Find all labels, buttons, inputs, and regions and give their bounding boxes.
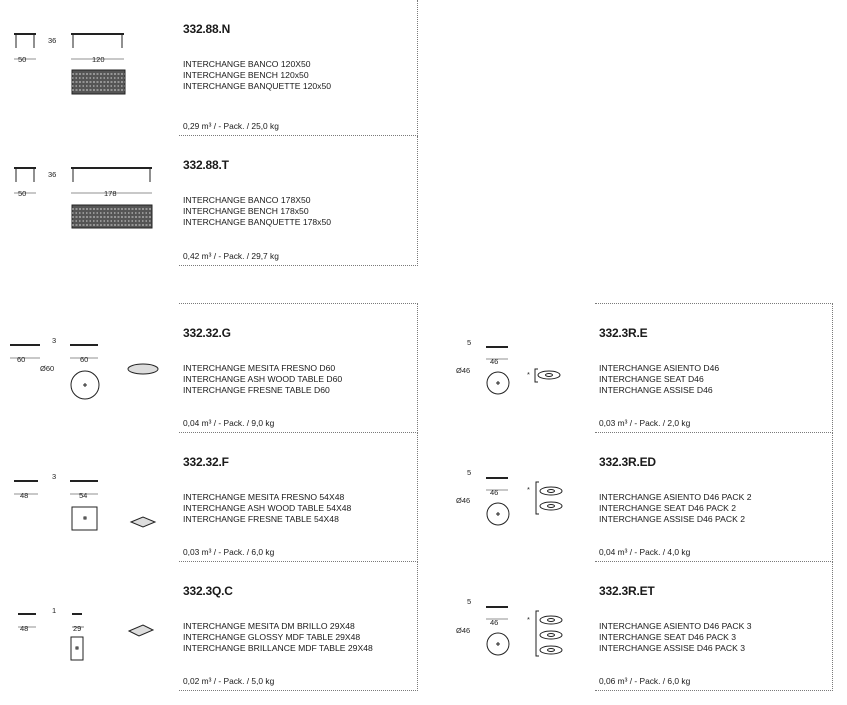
name-en: INTERCHANGE SEAT D46 xyxy=(599,374,704,385)
name-fr: INTERCHANGE FRESNE TABLE D60 xyxy=(183,385,330,396)
product-names xyxy=(183,621,373,655)
name-fr: INTERCHANGE ASSISE D46 PACK 3 xyxy=(599,643,745,654)
name-es: INTERCHANGE BANCO 120X50 xyxy=(183,59,311,69)
table-54x48-height: 3 xyxy=(52,472,57,481)
product-card-332-3r-ed xyxy=(595,433,833,562)
name-en: INTERCHANGE SEAT D46 PACK 3 xyxy=(599,632,737,643)
seat-d46-pack2-drawing xyxy=(486,478,562,525)
bench-178-width: 178 xyxy=(104,189,117,198)
name-es: INTERCHANGE MESITA FRESNO 54X48 xyxy=(183,492,345,502)
name-en: INTERCHANGE SEAT D46 PACK 2 xyxy=(599,503,737,514)
seat-d46-diameter: Ø46 xyxy=(456,366,471,375)
bench-178-height: 36 xyxy=(48,170,57,179)
table-54x48-depth: 54 xyxy=(79,491,88,500)
product-card-332-3r-e xyxy=(595,303,833,433)
product-names xyxy=(599,621,752,655)
name-es: INTERCHANGE MESITA DM BRILLO 29X48 xyxy=(183,621,355,631)
seat-d46-pack3-width: 46 xyxy=(490,618,499,627)
name-es: INTERCHANGE ASIENTO D46 xyxy=(599,363,720,373)
seat-d46-drawing xyxy=(486,347,560,394)
product-code: 332.88.N xyxy=(183,22,231,36)
name-fr: INTERCHANGE ASSISE D46 PACK 2 xyxy=(599,514,745,525)
name-en: INTERCHANGE ASH WOOD TABLE D60 xyxy=(183,374,343,385)
product-code: 332.88.T xyxy=(183,158,229,172)
table-d60-height: 3 xyxy=(52,336,57,345)
seat-d46-pack2-diameter: Ø46 xyxy=(456,496,471,505)
pack-info: 0,29 m³ / - Pack. / 25,0 kg xyxy=(183,121,279,131)
table-29x48-drawing xyxy=(18,614,153,660)
table-d60-drawing xyxy=(10,345,158,399)
bench-120-drawing xyxy=(14,34,125,94)
name-en: INTERCHANGE BENCH 120x50 xyxy=(183,70,309,81)
name-en: INTERCHANGE GLOSSY MDF TABLE 29X48 xyxy=(183,632,361,643)
product-names xyxy=(183,59,331,93)
name-es: INTERCHANGE ASIENTO D46 PACK 2 xyxy=(599,492,752,502)
seat-d46-star: * xyxy=(527,370,530,379)
seat-d46-pack2-height: 5 xyxy=(467,468,472,477)
name-fr: INTERCHANGE FRESNE TABLE 54X48 xyxy=(183,514,339,525)
bench-120-width: 120 xyxy=(92,55,105,64)
product-card-332-88-t xyxy=(179,136,418,266)
name-fr: INTERCHANGE ASSISE D46 xyxy=(599,385,713,396)
product-code: 332.3R.ED xyxy=(599,455,656,469)
product-names xyxy=(599,492,752,526)
pack-info: 0,06 m³ / - Pack. / 6,0 kg xyxy=(599,676,691,686)
name-en: INTERCHANGE BENCH 178x50 xyxy=(183,206,309,217)
name-fr: INTERCHANGE BANQUETTE 178x50 xyxy=(183,217,332,228)
product-card-332-88-n xyxy=(179,0,418,136)
pack-info: 0,03 m³ / - Pack. / 2,0 kg xyxy=(599,418,691,428)
name-es: INTERCHANGE BANCO 178X50 xyxy=(183,195,311,205)
pack-info: 0,03 m³ / - Pack. / 6,0 kg xyxy=(183,547,275,557)
product-names xyxy=(599,363,719,397)
seat-d46-pack3-height: 5 xyxy=(467,597,472,606)
product-code: 332.3R.ET xyxy=(599,584,655,598)
product-card-332-3q-c xyxy=(179,562,418,691)
product-card-332-32-g xyxy=(179,303,418,433)
seat-d46-pack2-width: 46 xyxy=(490,488,499,497)
table-54x48-width: 48 xyxy=(20,491,29,500)
bench-120-depth: 50 xyxy=(18,55,27,64)
product-code: 332.3R.E xyxy=(599,326,648,340)
product-card-332-3r-et xyxy=(595,562,833,691)
name-es: INTERCHANGE MESITA FRESNO D60 xyxy=(183,363,336,373)
table-29x48-depth: 29 xyxy=(73,624,82,633)
pack-info: 0,02 m³ / - Pack. / 5,0 kg xyxy=(183,676,275,686)
bench-178-drawing xyxy=(14,168,152,228)
product-code: 332.3Q.C xyxy=(183,584,233,598)
seat-d46-pack3-star: * xyxy=(527,615,530,624)
table-d60-depth: 60 xyxy=(80,355,89,364)
name-es: INTERCHANGE ASIENTO D46 PACK 3 xyxy=(599,621,752,631)
seat-d46-pack3-drawing xyxy=(486,607,562,656)
seat-d46-pack2-star: * xyxy=(527,485,530,494)
seat-d46-width: 46 xyxy=(490,357,499,366)
table-54x48-drawing xyxy=(14,481,155,530)
pack-info: 0,04 m³ / - Pack. / 9,0 kg xyxy=(183,418,275,428)
seat-d46-height: 5 xyxy=(467,338,472,347)
product-code: 332.32.G xyxy=(183,326,231,340)
product-names xyxy=(183,492,351,526)
product-card-332-32-f xyxy=(179,433,418,562)
seat-d46-pack3-diameter: Ø46 xyxy=(456,626,471,635)
name-fr: INTERCHANGE BRILLANCE MDF TABLE 29X48 xyxy=(183,643,373,654)
table-d60-diameter: Ø60 xyxy=(40,364,55,373)
product-names xyxy=(183,363,342,397)
pack-info: 0,04 m³ / - Pack. / 4,0 kg xyxy=(599,547,691,557)
name-en: INTERCHANGE ASH WOOD TABLE 54X48 xyxy=(183,503,352,514)
pack-info: 0,42 m³ / - Pack. / 29,7 kg xyxy=(183,251,279,261)
name-fr: INTERCHANGE BANQUETTE 120x50 xyxy=(183,81,332,92)
table-d60-width: 60 xyxy=(17,355,26,364)
table-29x48-height: 1 xyxy=(52,606,57,615)
bench-120-height: 36 xyxy=(48,36,57,45)
product-names xyxy=(183,195,331,229)
product-code: 332.32.F xyxy=(183,455,229,469)
bench-178-depth: 50 xyxy=(18,189,27,198)
table-29x48-width: 48 xyxy=(20,624,29,633)
